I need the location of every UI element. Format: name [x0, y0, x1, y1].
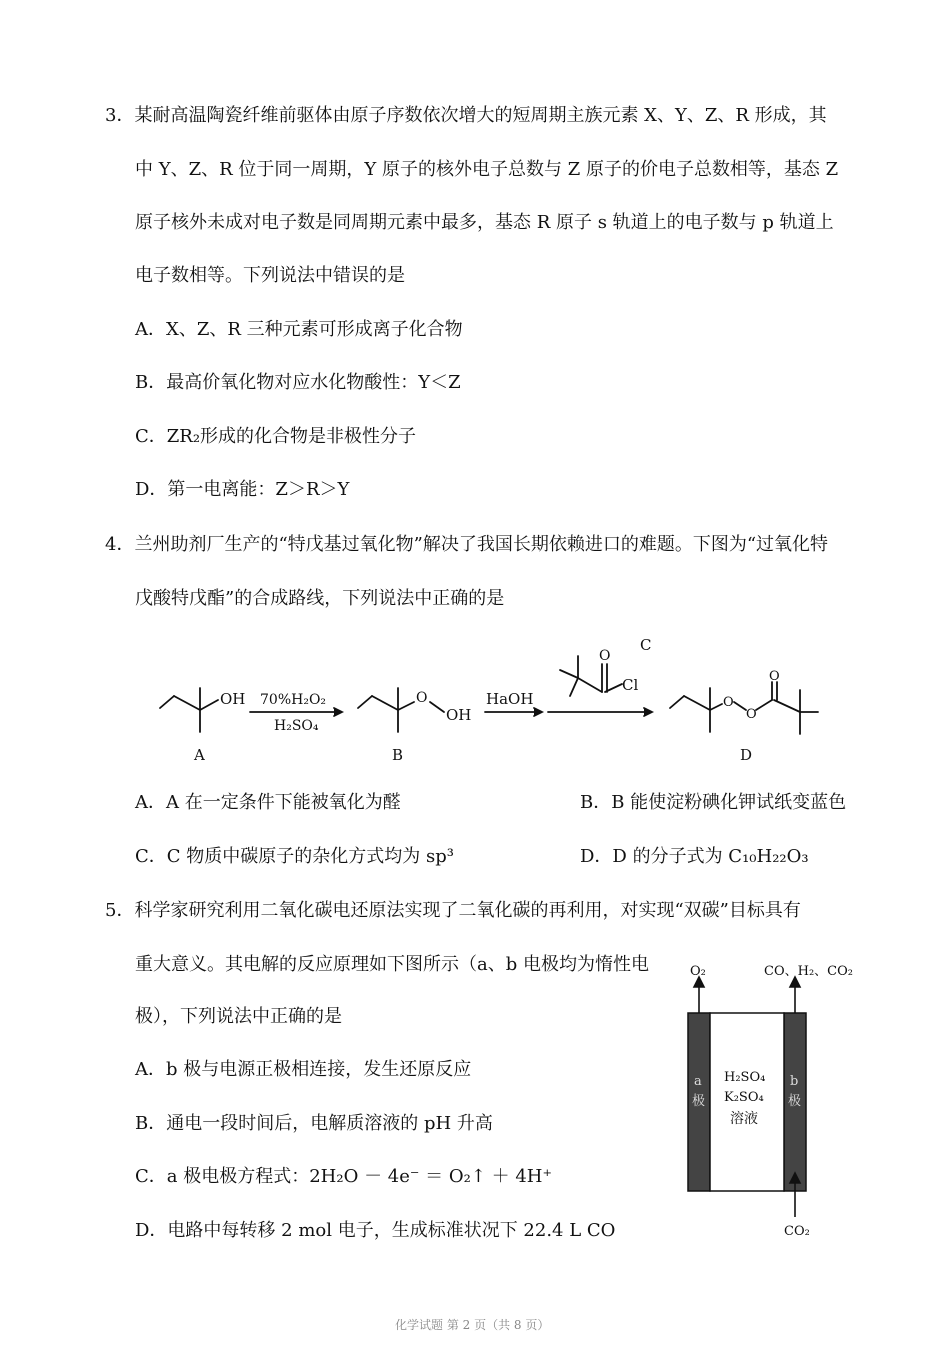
molecule-b [358, 688, 444, 732]
q4-stem-line-1: 4．兰州助剂厂生产的“特戊基过氧化物”解决了我国长期依赖进口的难题。下图为“过氧化特 [105, 534, 829, 555]
label-b: B [392, 746, 404, 764]
electrode-b-label-2: 极 [788, 1094, 802, 1109]
q4-stem-line-2: 戊酸特戊酯”的合成路线，下列说法中正确的是 [135, 588, 505, 609]
o-label-d1: O [723, 695, 734, 710]
q3-stem-line-1: 3．某耐高温陶瓷纤维前驱体由原子序数依次增大的短周期主族元素 X、Y、Z、R 形成，其 [105, 105, 827, 126]
q5-stem-line-1: 5．科学家研究利用二氧化碳电还原法实现了二氧化碳的再利用，对实现“双碳”目标具有 [105, 900, 801, 921]
q5-option-c: C．a 极电极方程式：2H₂O － 4e⁻ ＝ O₂↑ ＋ 4H⁺ [135, 1166, 552, 1187]
o-label-c: O [599, 648, 611, 664]
synthesis-scheme [150, 630, 830, 770]
electrolyte-line-3: 溶液 [730, 1111, 758, 1127]
reagent-1-top: 70%H₂O₂ [260, 692, 327, 708]
electrode-a-label-2: 极 [692, 1094, 706, 1109]
electrode-b-label: b [790, 1074, 799, 1089]
q3-option-c: C．ZR₂形成的化合物是非极性分子 [135, 426, 417, 447]
q3-option-a: A．X、Z、R 三种元素可形成离子化合物 [135, 319, 463, 340]
reagent-1-bottom: H₂SO₄ [274, 718, 319, 734]
page-footer: 化学试题 第 2 页（共 8 页） [395, 1318, 550, 1332]
q3-stem-line-2: 中 Y、Z、R 位于同一周期，Y 原子的核外电子总数与 Z 原子的价电子总数相等，基态 Z [135, 159, 839, 180]
q3-option-b: B．最高价氧化物对应水化物酸性：Y＜Z [135, 372, 461, 393]
q4-option-a: A．A 在一定条件下能被氧化为醛 [135, 792, 401, 813]
molecule-c [560, 656, 622, 696]
oh-label-a: OH [220, 690, 246, 708]
oh-label-b: OH [446, 706, 472, 724]
q5-stem-line-2: 重大意义。其电解的反应原理如下图所示（a、b 电极均为惰性电 [135, 954, 649, 975]
q3-option-d: D．第一电离能：Z＞R＞Y [135, 479, 350, 500]
q5-option-b: B．通电一段时间后，电解质溶液的 pH 升高 [135, 1113, 493, 1134]
o-label-d3: O [769, 669, 780, 684]
label-c: C [640, 636, 652, 654]
reagent-2-top: HaOH [486, 690, 534, 708]
molecule-d [670, 682, 818, 734]
q3-stem-line-3: 原子核外未成对电子数是同周期元素中最多，基态 R 原子 s 轨道上的电子数与 p 轨道上 [135, 212, 834, 233]
o2-label: O₂ [690, 964, 706, 979]
cl-label-c: Cl [622, 676, 639, 694]
q5-stem-line-3: 极），下列说法中正确的是 [135, 1006, 342, 1027]
molecule-a [160, 688, 218, 732]
q4-option-c: C．C 物质中碳原子的杂化方式均为 sp³ [135, 846, 454, 867]
electrolyte-line-1: H₂SO₄ [724, 1070, 766, 1085]
electrolyte-line-2: K₂SO₄ [724, 1090, 764, 1105]
products-label: CO、H₂、CO₂ [764, 964, 853, 979]
co2-label: CO₂ [784, 1224, 810, 1239]
q5-option-d: D．电路中每转移 2 mol 电子，生成标准状况下 22.4 L CO [135, 1220, 616, 1241]
label-d: D [740, 746, 753, 764]
electrolysis-cell-diagram [680, 955, 880, 1245]
q4-option-b: B．B 能使淀粉碘化钾试纸变蓝色 [580, 792, 847, 813]
q4-option-d: D．D 的分子式为 C₁₀H₂₂O₃ [580, 846, 809, 867]
label-a: A [194, 746, 205, 764]
o-label-b: O [416, 690, 428, 706]
electrode-a-label: a [694, 1074, 702, 1089]
q5-option-a: A．b 极与电源正极相连接，发生还原反应 [135, 1059, 472, 1080]
q3-stem-line-4: 电子数相等。下列说法中错误的是 [135, 265, 405, 286]
o-label-d2: O [746, 707, 757, 722]
